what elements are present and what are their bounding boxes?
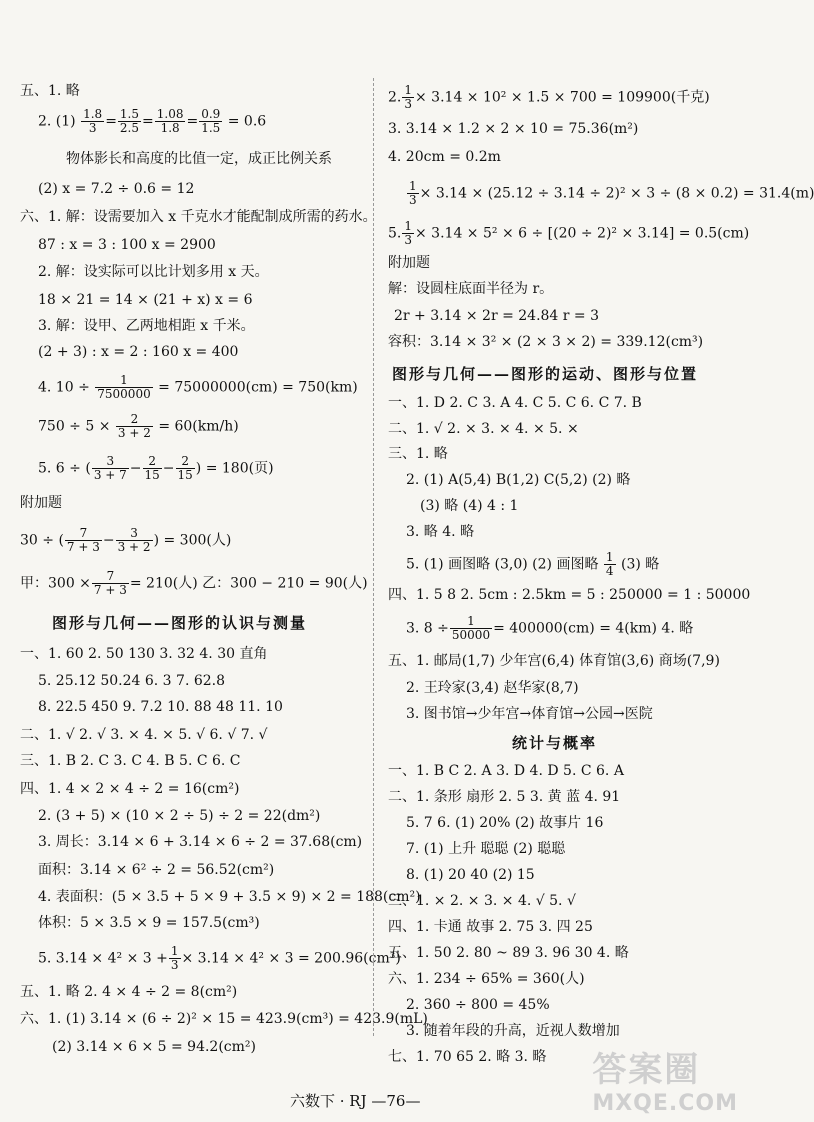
answer-line: (3) 略 (4) 4 : 1 <box>420 498 519 514</box>
answer-line: 五、1. 略 <box>20 83 80 99</box>
answer-line: 2. (1) A(5,4) B(1,2) C(5,2) (2) 略 <box>406 472 631 488</box>
section-heading: 图形与几何——图形的认识与测量 <box>52 614 308 632</box>
answer-line: 容积：3.14 × 3² × (2 × 3 × 2) = 339.12(cm³) <box>388 334 704 350</box>
answer-line: 18 × 21 = 14 × (21 + x) x = 6 <box>38 292 253 308</box>
answer-line: (2) x = 7.2 ÷ 0.6 = 12 <box>38 181 195 197</box>
page-footer: 六数下 · RJ —76— <box>290 1092 421 1110</box>
answer-line: 五、1. 略 2. 4 × 4 ÷ 2 = 8(cm²) <box>20 984 238 1000</box>
answer-line: 三、1. × 2. × 3. × 4. √ 5. √ <box>388 893 576 909</box>
answer-line: 六、1. 解：设需要加入 x 千克水才能配制成所需的药水。 <box>20 209 377 225</box>
section-label: 附加题 <box>388 255 430 271</box>
answer-line: 二、1. 条形 扇形 2. 5 3. 黄 蓝 4. 91 <box>388 789 621 805</box>
fraction: $\frac{1}{50000}$ <box>451 614 491 642</box>
answer-line: 4. 10 ÷ $\frac{1}{7500000}$ = 75000000(cm) = 750(km) <box>38 373 358 401</box>
watermark-logo: 答案圈 MXQE.COM <box>592 1050 738 1116</box>
fraction: $\frac{3}{3 + 2}$ <box>117 526 151 554</box>
answer-line: 五、1. 邮局(1,7) 少年宫(6,4) 体育馆(3,6) 商场(7,9) <box>388 653 720 669</box>
answer-line: 一、1. 60 2. 50 130 3. 32 4. 30 直角 <box>20 646 268 662</box>
fraction: $\frac{0.9}{1.5}$ <box>201 107 221 135</box>
answer-line: 三、1. B 2. C 3. C 4. B 5. C 6. C <box>20 753 241 769</box>
answer-line: 五、1. 50 2. 80 ~ 89 3. 96 30 4. 略 <box>388 945 629 961</box>
column-divider <box>373 78 374 1036</box>
section-label: 附加题 <box>20 495 62 511</box>
answer-line: (2 + 3) : x = 2 : 160 x = 400 <box>38 344 239 360</box>
answer-line: 8. 22.5 450 9. 7.2 10. 88 48 11. 10 <box>38 699 283 715</box>
answer-line: 5. $\frac{1}{3}$ × 3.14 × 5² × 6 ÷ [(20 ÷ 2)² × 3.14] = 0.5(cm) <box>388 219 750 247</box>
answer-line: 2. (3 + 5) × (10 × 2 ÷ 5) ÷ 2 = 22(dm²) <box>38 808 321 824</box>
answer-line: 2. $\frac{1}{3}$ × 3.14 × 10² × 1.5 × 700 = 109900(千克) <box>388 83 710 111</box>
answer-line: 甲：300 × $\frac{7}{7 + 3}$ = 210(人) 乙：300 − 210 = 90(人) <box>20 569 368 597</box>
answer-line: 2r + 3.14 × 2r = 24.84 r = 3 <box>394 308 600 324</box>
answer-line: 六、1. 234 ÷ 65% = 360(人) <box>388 971 585 987</box>
answer-line: 3. 3.14 × 1.2 × 2 × 10 = 75.36(m²) <box>388 121 639 137</box>
answer-line: 3. 8 ÷ $\frac{1}{50000}$ = 400000(cm) = 4(km) 4. 略 <box>406 614 694 642</box>
fraction: $\frac{1}{4}$ <box>605 550 614 578</box>
answer-line: 5. (1) 画图略 (3,0) (2) 画图略 $\frac{1}{4}$ (3) 略 <box>406 550 660 578</box>
answer-line: 7. (1) 上升 聪聪 (2) 聪聪 <box>406 841 566 857</box>
answer-line: 8. (1) 20 40 (2) 15 <box>406 867 535 883</box>
fraction: $\frac{1}{7500000}$ <box>97 373 151 401</box>
answer-line: 一、1. B C 2. A 3. D 4. D 5. C 6. A <box>388 763 624 779</box>
fraction: $\frac{1}{3}$ <box>170 944 179 972</box>
answer-line: 30 ÷ ( $\frac{7}{7 + 3}$ − $\frac{3}{3 + 2}$ ) = 300(人) <box>20 526 232 554</box>
answer-line: 5. 7 6. (1) 20% (2) 故事片 16 <box>406 815 604 831</box>
answer-line: 四、1. 4 × 2 × 4 ÷ 2 = 16(cm²) <box>20 781 240 797</box>
answer-line: 三、1. 略 <box>388 446 448 462</box>
answer-line: 3. 略 4. 略 <box>406 524 475 540</box>
answer-line: 87 : x = 3 : 100 x = 2900 <box>38 237 216 253</box>
answer-line: 解：设圆柱底面半径为 r。 <box>388 281 554 297</box>
answer-line: 四、1. 5 8 2. 5cm : 2.5km = 5 : 250000 = 1 : 50000 <box>388 587 751 603</box>
answer-line: 3. 图书馆→少年宫→体育馆→公园→医院 <box>406 706 653 722</box>
answer-line: 5. 6 ÷ ( $\frac{3}{3 + 7}$ − $\frac{2}{15}$ − $\frac{2}{15}$ ) = 180(页) <box>38 454 274 482</box>
fraction: $\frac{2}{15}$ <box>177 454 193 482</box>
fraction: $\frac{7}{7 + 3}$ <box>66 526 100 554</box>
answer-line: 4. 20cm = 0.2m <box>388 149 501 165</box>
answer-line: $\frac{1}{3}$ × 3.14 × (25.12 ÷ 3.14 ÷ 2)² × 3 ÷ (8 × 0.2) = 31.4(m) <box>409 179 814 207</box>
answer-line: 面积：3.14 × 6² ÷ 2 = 56.52(cm²) <box>38 862 275 878</box>
answer-line: 4. 表面积：(5 × 3.5 + 5 × 9 + 3.5 × 9) × 2 = 188(cm²) <box>38 889 421 905</box>
answer-line: 2. (1) $\frac{1.8}{3}$ = $\frac{1.5}{2.5}$ = $\frac{1.08}{1.8}$ = $\frac{0.9}{1.5}$ = 0.6 <box>38 107 267 135</box>
answer-line: (2) 3.14 × 6 × 5 = 94.2(cm²) <box>52 1039 256 1055</box>
section-heading: 统计与概率 <box>512 734 598 752</box>
answer-line: 四、1. 卡通 故事 2. 75 3. 四 25 <box>388 919 593 935</box>
answer-line: 七、1. 70 65 2. 略 3. 略 <box>388 1049 547 1065</box>
fraction: $\frac{2}{15}$ <box>144 454 160 482</box>
answer-line: 2. 王玲家(3,4) 赵华家(8,7) <box>406 680 579 696</box>
answer-line: 体积：5 × 3.5 × 9 = 157.5(cm³) <box>38 915 260 931</box>
answer-line: 2. 360 ÷ 800 = 45% <box>406 997 550 1013</box>
answer-line: 二、1. √ 2. × 3. × 4. × 5. × <box>388 421 579 437</box>
fraction: $\frac{7}{7 + 3}$ <box>93 569 127 597</box>
section-heading: 图形与几何——图形的运动、图形与位置 <box>392 365 699 383</box>
answer-line: 一、1. D 2. C 3. A 4. C 5. C 6. C 7. B <box>388 395 642 411</box>
answer-line: 3. 随着年段的升高，近视人数增加 <box>406 1023 620 1039</box>
answer-line: 六、1. (1) 3.14 × (6 ÷ 2)² × 15 = 423.9(cm³) = 423.9(mL) <box>20 1011 428 1027</box>
answer-line: 3. 解：设甲、乙两地相距 x 千米。 <box>38 318 255 334</box>
fraction: $\frac{1.8}{3}$ <box>83 107 103 135</box>
answer-line: 3. 周长：3.14 × 6 + 3.14 × 6 ÷ 2 = 37.68(cm) <box>38 834 363 850</box>
fraction: $\frac{1}{3}$ <box>404 219 412 247</box>
answer-line: 5. 25.12 50.24 6. 3 7. 62.8 <box>38 673 226 689</box>
fraction: $\frac{1}{3}$ <box>409 179 417 207</box>
answer-line: 物体影长和高度的比值一定，成正比例关系 <box>66 151 332 167</box>
fraction: $\frac{1}{3}$ <box>404 83 412 111</box>
fraction: $\frac{3}{3 + 7}$ <box>93 454 127 482</box>
answer-line: 二、1. √ 2. √ 3. × 4. × 5. √ 6. √ 7. √ <box>20 727 268 743</box>
fraction: $\frac{2}{3 + 2}$ <box>117 412 151 440</box>
fraction: $\frac{1.08}{1.8}$ <box>156 107 184 135</box>
fraction: $\frac{1.5}{2.5}$ <box>119 107 140 135</box>
answer-line: 2. 解：设实际可以比计划多用 x 天。 <box>38 264 269 280</box>
answer-line: 750 ÷ 5 × $\frac{2}{3 + 2}$ = 60(km/h) <box>38 412 239 440</box>
answer-line: 5. 3.14 × 4² × 3 + $\frac{1}{3}$ × 3.14 × 4² × 3 = 200.96(cm³) <box>38 944 401 972</box>
